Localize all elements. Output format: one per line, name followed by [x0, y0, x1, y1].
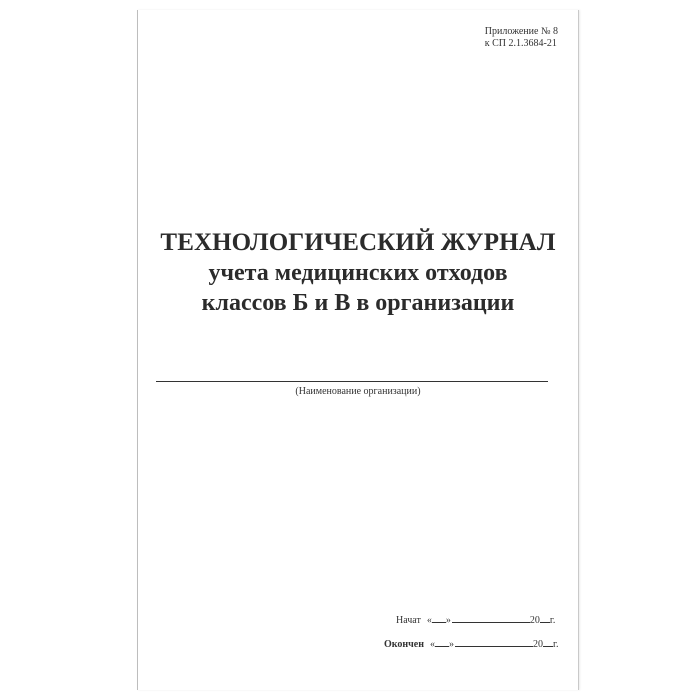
start-year-suffix: г.	[549, 615, 556, 626]
end-open-quote: «	[430, 639, 436, 650]
start-year-blank	[540, 613, 550, 623]
start-month-blank	[452, 613, 530, 623]
organization-name-caption: (Наименование организации)	[295, 386, 421, 397]
appendix-regulation: к СП 2.1.3684-21	[484, 38, 557, 49]
journal-title	[138, 228, 578, 318]
start-date-label: Начат	[396, 615, 421, 626]
document-page	[137, 10, 579, 690]
title-main: ТЕХНОЛОГИЧЕСКИЙ ЖУРНАЛ	[160, 229, 556, 256]
title-line-2: учета медицинских отходов	[208, 260, 508, 286]
start-open-quote: «	[426, 615, 432, 626]
start-close-quote: »	[445, 615, 451, 626]
start-year-prefix: 20	[529, 615, 540, 626]
organization-name-line	[156, 381, 548, 382]
end-year-blank	[543, 637, 553, 647]
end-year-prefix: 20	[533, 639, 544, 650]
start-day-blank	[432, 613, 446, 623]
appendix-reference	[485, 26, 558, 50]
end-close-quote: »	[449, 639, 455, 650]
end-month-blank	[455, 637, 533, 647]
end-date-label: Окончен	[384, 639, 425, 650]
appendix-number: Приложение № 8	[484, 26, 558, 37]
title-line-3: классов Б и В в организации	[201, 290, 515, 316]
end-date-row	[384, 637, 559, 650]
start-date-row	[396, 613, 555, 626]
end-day-blank	[435, 637, 449, 647]
end-year-suffix: г.	[553, 639, 559, 650]
